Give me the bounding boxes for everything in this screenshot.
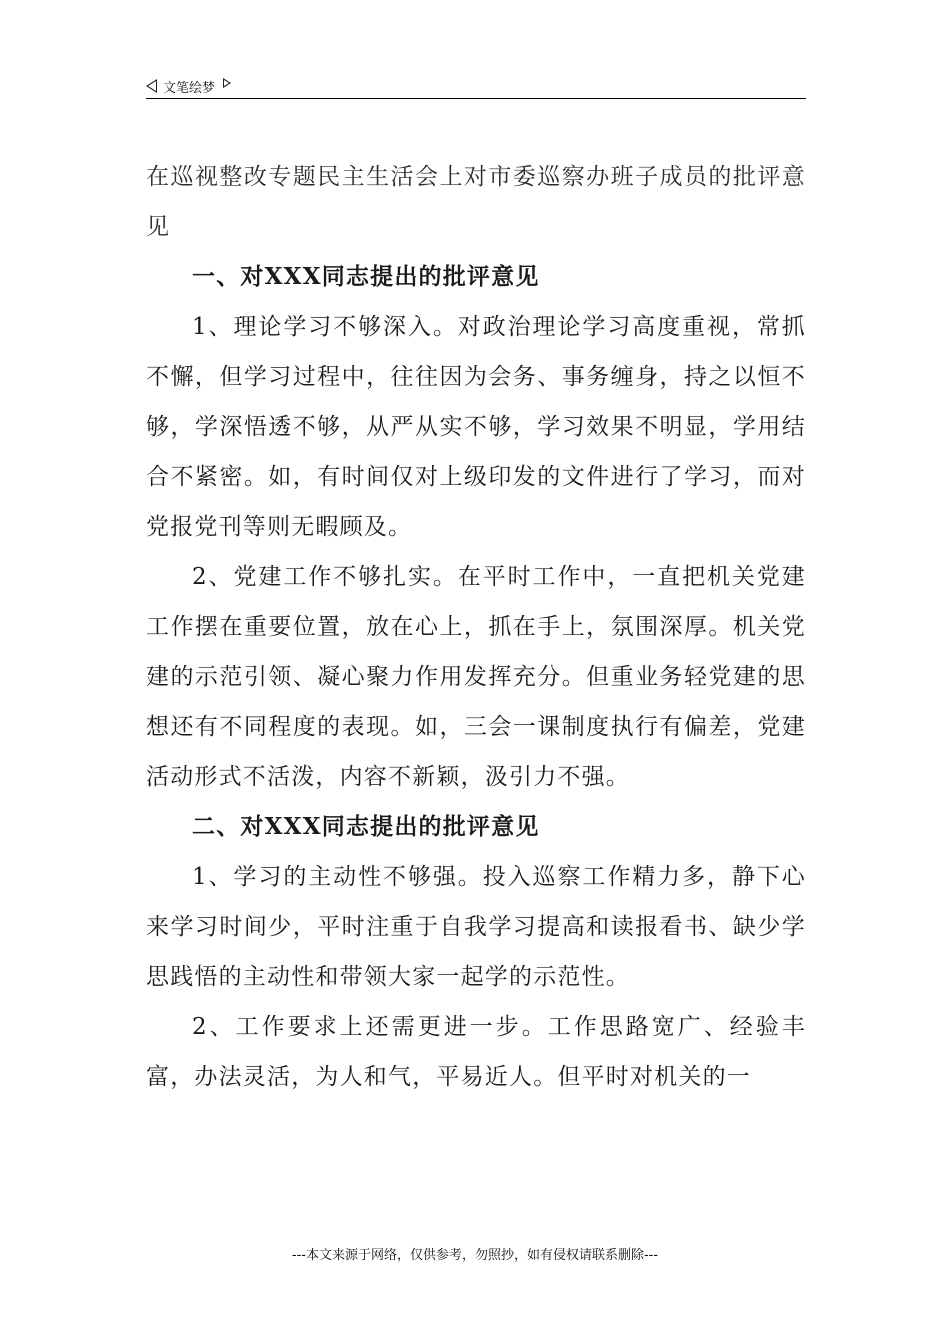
section-1-paragraph-2: 2、党建工作不够扎实。在平时工作中，一直把机关党建工作摆在重要位置，放在心上，抓在手上，氛围深厚。机关党建的示范引领、凝心聚力作用发挥充分。但重业务轻党建的思想还有不同程度的表现。如，三会一课制度执行有偏差，党建活动形式不活泼，内容不新颖，汲引力不强。 [146, 564, 806, 790]
section-heading-2: 二、对XXX同志提出的批评意见 [192, 813, 540, 840]
page-header [146, 74, 806, 99]
page-footer-notice: ---本文来源于网络，仅供参考，勿照抄，如有侵权请联系删除--- [291, 1248, 659, 1263]
document-body [146, 152, 806, 1102]
section-heading-1: 一、对XXX同志提出的批评意见 [192, 263, 540, 290]
section-2-paragraph-2: 2、工作要求上还需更进一步。工作思路宽广、经验丰富，办法灵活，为人和气，平易近人。但平时对机关的一 [146, 1014, 806, 1090]
header-brand: 文笔绘梦 [163, 80, 216, 96]
document-title: 在巡视整改专题民主生活会上对市委巡察办班子成员的批评意见 [146, 164, 806, 240]
section-1-paragraph-1: 1、理论学习不够深入。对政治理论学习高度重视，常抓不懈，但学习过程中，往往因为会务、事务缠身，持之以恒不够，学深悟透不够，从严从实不够，学习效果不明显，学用结合不紧密。如，有时间仅对上级印发的文件进行了学习，而对党报党刊等则无暇顾及。 [146, 314, 806, 540]
triangle-right-icon [223, 78, 231, 88]
triangle-left-icon [146, 79, 157, 93]
section-2-paragraph-1: 1、学习的主动性不够强。投入巡察工作精力多，静下心来学习时间少，平时注重于自我学习提高和读报看书、缺少学思践悟的主动性和带领大家一起学的示范性。 [146, 864, 806, 990]
